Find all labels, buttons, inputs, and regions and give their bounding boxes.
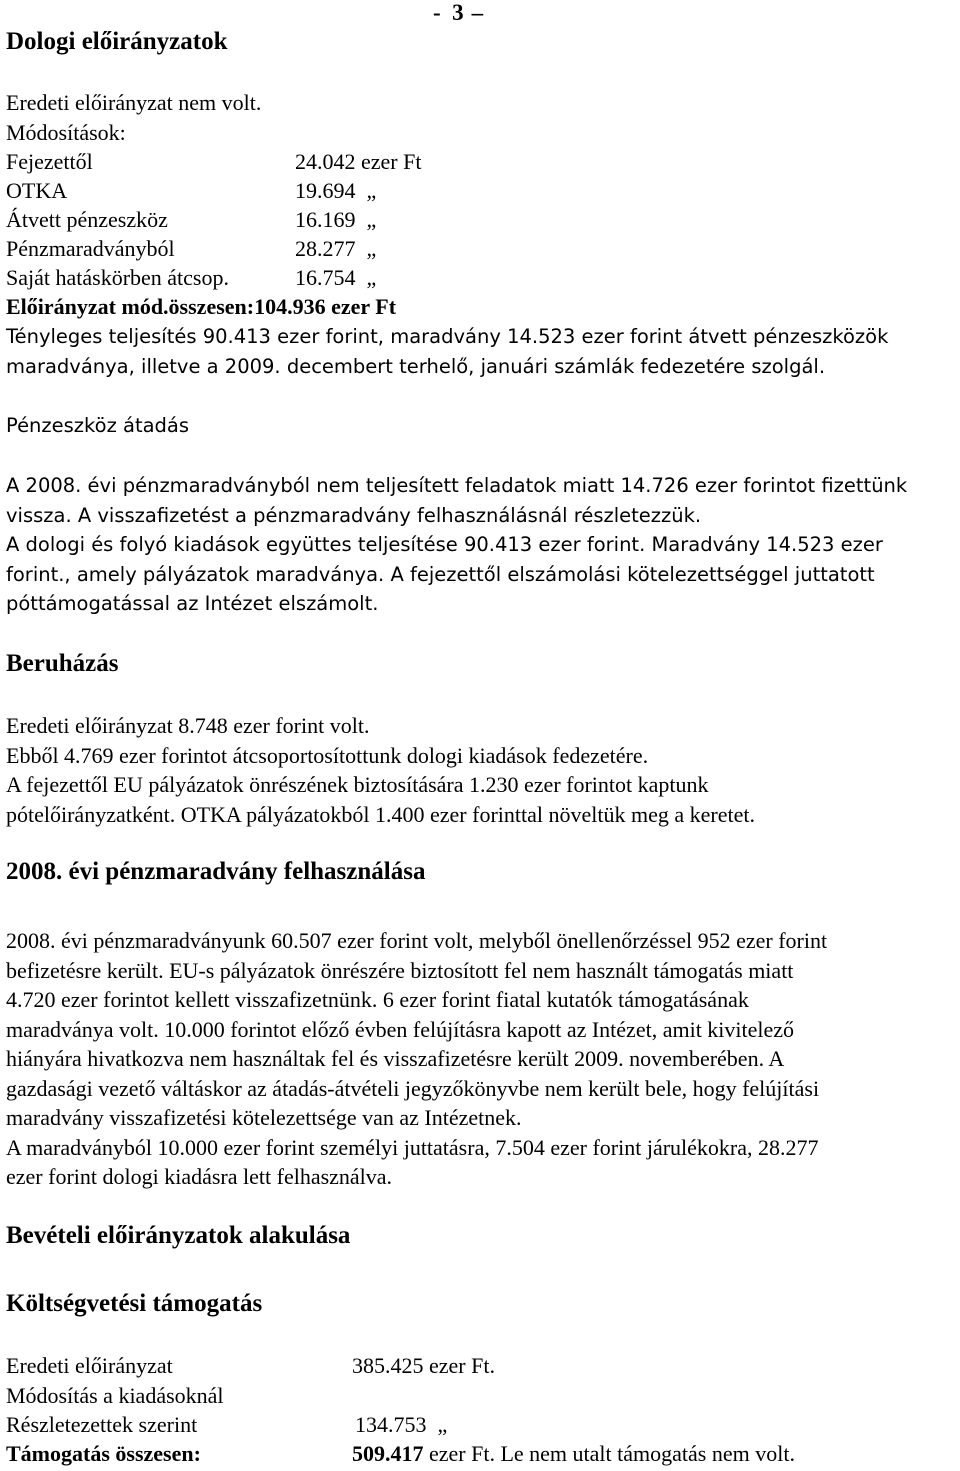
penzmaradvany-paragraph [6,926,956,1192]
heading-bevetel: Bevételi előirányzatok alakulása [6,1222,351,1249]
text-line: póttámogatással az Intézet elszámolt. [6,592,379,615]
dologi-row-label: Saját hatáskörben átcsop. [6,265,229,290]
text-line: ezer forint dologi kiadásra lett felhasználva. [6,1164,393,1189]
text-line: Tényleges teljesítés 90.413 ezer forint, maradvány 14.523 ezer forint átvett pénzeszközök [6,325,889,348]
dologi-row-label: OTKA [6,178,68,203]
text-line: A fejezettől EU pályázatok önrészének biztosítására 1.230 ezer forintot kaptunk [6,772,709,797]
dologi-row-value: 16.754 „ [295,265,377,290]
text-line: maradványa, illetve a 2009. decembert terhelő, januári számlák fedezetére szolgál. [6,354,826,378]
koltsegvetes-row-label: Részletezettek szerint [6,1412,198,1437]
text-line: A maradványból 10.000 ezer forint személyi juttatásra, 7.504 ezer forint járulékokra, 28.277 [6,1134,819,1160]
koltsegvetes-row-value: 385.425 ezer Ft. [352,1353,495,1378]
text-line: vissza. A visszafizetést a pénzmaradvány felhasználásnál részletezzük. [6,503,702,527]
koltsegvetes-row-value: 134.753 „ [355,1412,448,1437]
heading-dologi: Dologi előirányzatok [6,28,228,55]
page-number: - 3 – [433,0,484,25]
dologi-teljesites [6,322,956,381]
text-line: maradvány visszafizetési kötelezettsége van az Intézetnek. [6,1105,522,1130]
text-line: 4.720 ezer forintot kellett visszafizetnünk. 6 ezer forint fiatal kutatók támogatásának [6,987,749,1012]
heading-penzeszkoz: Pénzeszköz átadás [6,414,190,437]
beruhazas-paragraph [6,711,956,829]
koltsegvetes-row-label: Módosítás a kiadásoknál [6,1383,224,1408]
heading-penzmaradvany: 2008. évi pénzmaradvány felhasználása [6,858,426,885]
koltsegvetes-total-value: 509.417 ezer Ft. Le nem utalt támogatás nem volt. [352,1441,795,1466]
text-line: A 2008. évi pénzmaradványból nem teljesített feladatok miatt 14.726 ezer forintot fizettünk [6,474,908,497]
text-line: Ebből 4.769 ezer forintot átcsoportosítottunk dologi kiadások fedezetére. [6,742,649,768]
text-line: befizetésre került. EU-s pályázatok önrészére biztosított fel nem használt támogatás miatt [6,957,794,983]
dologi-row-label: Pénzmaradványból [6,236,175,261]
text-line: gazdasági vezető váltáskor az átadás-átvételi jegyzőkönyvbe nem került bele, hogy felújítási [6,1075,820,1101]
dologi-row-value: 28.277 „ [295,236,377,261]
dologi-row-value: 16.169 „ [295,207,377,232]
dologi-row-value: 19.694 „ [295,178,377,203]
text-line: pótelőirányzatként. OTKA pályázatokból 1.400 ezer forinttal növeltük meg a keretet. [6,801,755,827]
dologi-modositasok: Módosítások: [6,120,126,145]
text-line: 2008. évi pénzmaradványunk 60.507 ezer forint volt, melyből önellenőrzéssel 952 ezer forint [6,928,828,953]
koltsegvetes-row-label: Eredeti előirányzat [6,1353,173,1378]
dologi-eredeti: Eredeti előirányzat nem volt. [6,90,262,115]
penzeszkoz-paragraph [6,471,956,619]
heading-beruhazas: Beruházás [6,650,119,677]
dologi-row-label: Átvett pénzeszköz [6,207,168,232]
dologi-total: Előirányzat mód.összesen:104.936 ezer Ft [6,294,397,319]
text-line: A dologi és folyó kiadások együttes teljesítése 90.413 ezer forint. Maradvány 14.523 ezer [6,533,883,556]
text-line: forint., amely pályázatok maradványa. A fejezettől elszámolási kötelezettséggel juttatott [6,562,875,586]
koltsegvetes-total-label: Támogatás összesen: [6,1441,201,1466]
text-line: Eredeti előirányzat 8.748 ezer forint volt. [6,713,370,738]
text-line: hiányára hivatkozva nem használtak fel és visszafizetésre került 2009. novemberében. A [6,1046,785,1071]
text-line: maradványa volt. 10.000 forintot előző évben felújításra kapott az Intézet, amit kivitelező [6,1016,795,1042]
dologi-row-value: 24.042 ezer Ft [295,149,422,174]
heading-koltsegvetes: Költségvetési támogatás [6,1290,263,1317]
dologi-row-label: Fejezettől [6,149,93,174]
